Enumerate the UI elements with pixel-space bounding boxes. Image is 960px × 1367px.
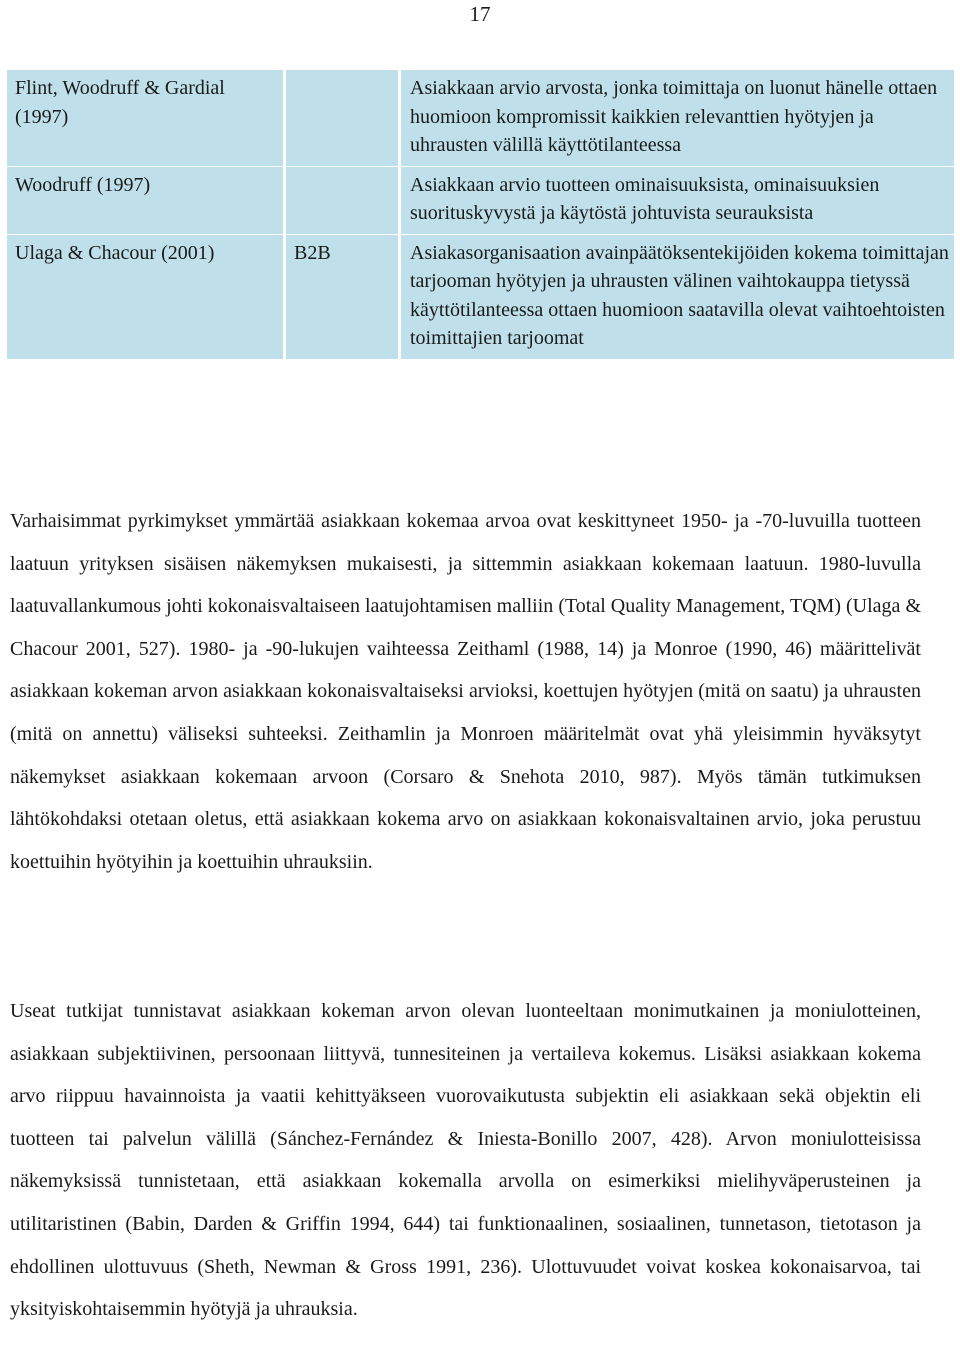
author-cell: Woodruff (1997) bbox=[7, 167, 286, 235]
definition-cell: Asiakkaan arvio arvosta, jonka toimittaja on luonut hänelle ottaen huomioon kompromissit kaikkien relevanttien hyötyjen ja uhrausten välillä käyttötilanteessa bbox=[401, 70, 954, 167]
table-row bbox=[7, 235, 954, 360]
body-paragraph: Varhaisimmat pyrkimykset ymmärtää asiakkaan kokemaa arvoa ovat keskittyneet 1950- ja -70-luvuilla tuotteen laatuun yrityksen sisäisen näkemyksen mukaisesti, ja sittemmin asiakkaan kokemaan laatuun. 1980-luvulla laatuvallankumous johti kokonaisvaltaiseen laatujohtamisen malliin (Total Quality Management, TQM) (Ulaga & Chacour 2001, 527). 1980- ja -90-lukujen vaihteessa Zeithaml (1988, 14) ja Monroe (1990, 46) määrittelivät asiakkaan kokeman arvon asiakkaan kokonaisvaltaiseksi arvioksi, koettujen hyötyjen (mitä on saatu) ja uhrausten (mitä on annettu) väliseksi suhteeksi. Zeithamlin ja Monroen määritelmät ovat yhä yleisimmin hyväksytyt näkemykset asiakkaan kokemaan arvoon (Corsaro & Snehota 2010, 987). Myös tämän tutkimuksen lähtökohdaksi otetaan oletus, että asiakkaan kokema arvo on asiakkaan kokonaisvaltainen arvio, joka perustuu koettuihin hyötyihin ja koettuihin uhrauksiin. bbox=[10, 510, 921, 873]
definition-cell: Asiakkaan arvio tuotteen ominaisuuksista, ominaisuuksien suorituskyvystä ja käytöstä johtuvista seurauksista bbox=[401, 167, 954, 235]
body-paragraph: Useat tutkijat tunnistavat asiakkaan kokeman arvon olevan luonteeltaan monimutkainen ja moniulotteinen, asiakkaan subjektiivinen, persoonaan liittyvä, tunnesiteinen ja vertaileva kokemus. Lisäksi asiakkaan kokema arvo riippuu havainnoista ja vaatii kehittyäkseen vuorovaikutusta subjektin eli asiakkaan sekä objektin eli tuotteen tai palvelun välillä (Sánchez-Fernández & Iniesta-Bonillo 2007, 428). Arvon moniulotteisissa näkemyksissä tunnistetaan, että asiakkaan kokemalla arvolla on esimerkiksi mielihyväperusteinen ja utilitaristinen (Babin, Darden & Griffin 1994, 644) tai funktionaalinen, sosiaalinen, tunnetason, tietotason ja ehdollinen ulottuvuus (Sheth, Newman & Gross 1991, 236). Ulottuvuudet voivat koskea kokonaisarvoa, tai yksityiskohtaisemmin hyötyjä ja uhrauksia. bbox=[10, 1000, 921, 1321]
table-row bbox=[7, 70, 954, 167]
table-row bbox=[7, 167, 954, 235]
definitions-table bbox=[7, 70, 954, 360]
context-cell: B2B bbox=[286, 235, 401, 360]
context-cell bbox=[286, 167, 401, 235]
context-cell bbox=[286, 70, 401, 167]
page-number: 17 bbox=[469, 2, 491, 26]
definition-cell: Asiakasorganisaation avainpäätöksentekijöiden kokema toimittajan tarjooman hyötyjen ja uhrausten välinen vaihtokauppa tietyssä käyttötilanteessa ottaen huomioon saatavilla olevat vaihtoehtoisten toimittajien tarjoomat bbox=[401, 235, 954, 360]
author-cell: Flint, Woodruff & Gardial (1997) bbox=[7, 70, 286, 167]
author-cell: Ulaga & Chacour (2001) bbox=[7, 235, 286, 360]
